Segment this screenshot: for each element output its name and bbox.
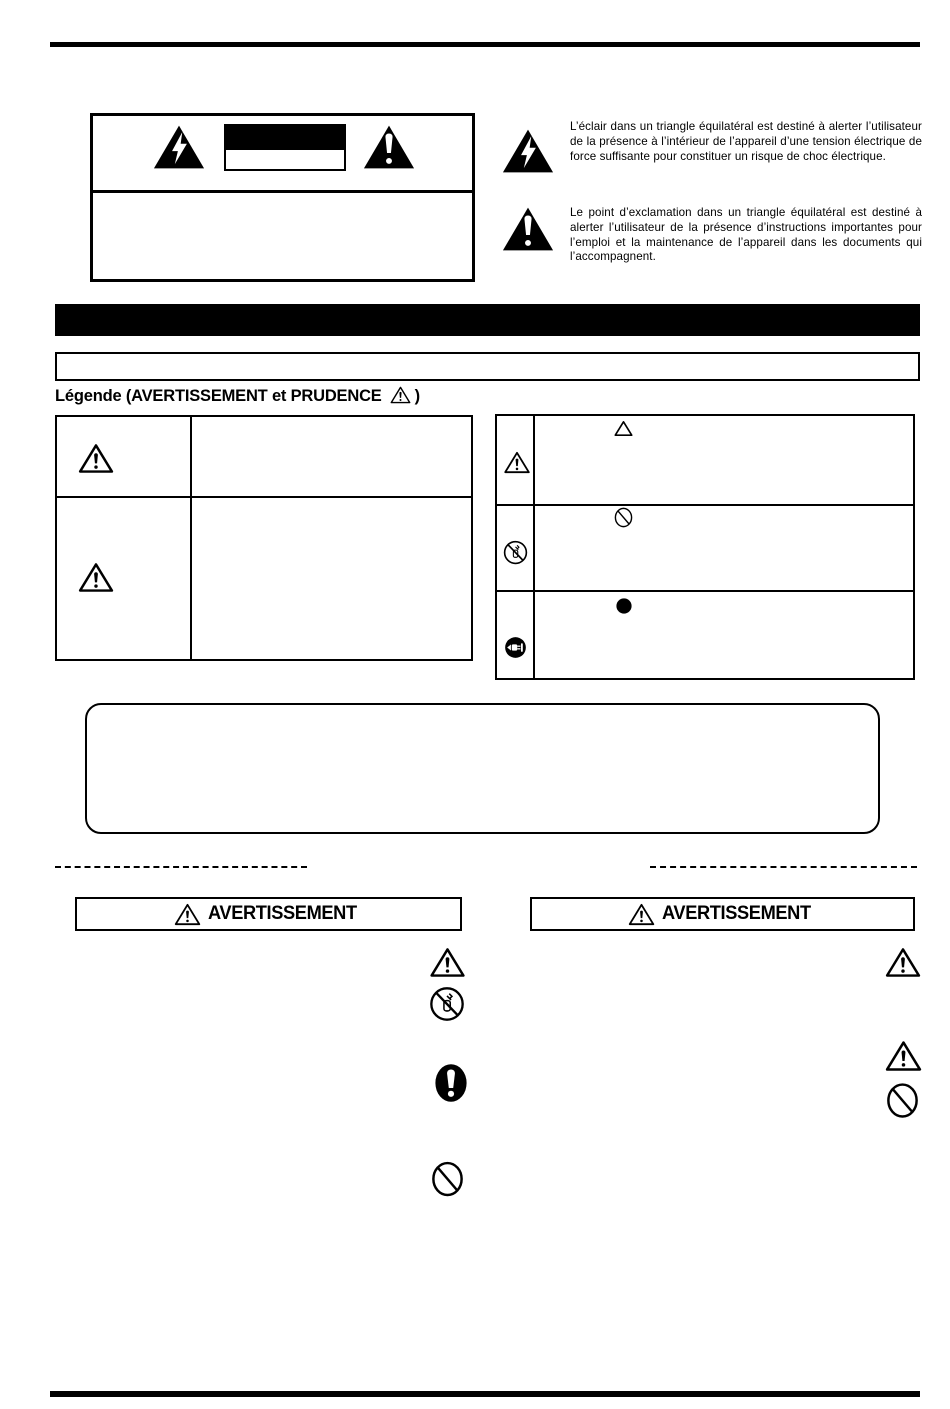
- warning-triangle-icon: [884, 947, 922, 978]
- title-banner: [55, 304, 920, 336]
- dashed-separator-right: [650, 866, 917, 868]
- caution-word-stack: [224, 124, 346, 171]
- warning-caution-table: [55, 415, 473, 661]
- no-disassemble-icon: [429, 986, 465, 1022]
- table-row-divider: [497, 590, 913, 592]
- lightning-bolt-triangle-icon: [153, 124, 205, 170]
- exclamation-triangle-icon: [502, 205, 554, 253]
- warning-triangle-icon: [77, 562, 115, 593]
- top-rule: [50, 42, 920, 47]
- warning-triangle-icon: [77, 443, 115, 474]
- lightning-bolt-triangle-icon: [502, 128, 554, 174]
- warning-triangle-icon: [885, 1040, 922, 1072]
- caution-word-bar: [224, 124, 346, 148]
- caution-label-box: [90, 113, 475, 282]
- warning-triangle-icon: [503, 451, 531, 474]
- filled-circle-icon: [616, 598, 632, 614]
- warning-triangle-icon: [390, 386, 411, 404]
- warning-header-left: [75, 897, 462, 931]
- triangle-outline-icon: [614, 420, 633, 437]
- legend-heading-text: Légende (AVERTISSEMENT et PRUDENCE: [55, 386, 382, 405]
- legend-heading: [55, 386, 420, 406]
- table-row-divider: [497, 504, 913, 506]
- caution-label-top-row: [93, 116, 472, 193]
- exclamation-explanation-text: Le point d’exclamation dans un triangle équilatéral est destiné à alerter l’utilisateur de la présence d’instructions importantes pour l’emploi et la maintenance de l’appareil dans les documents qui l’accompagnent.: [570, 206, 922, 264]
- prohibition-icon: [886, 1082, 919, 1119]
- table-row-divider: [57, 496, 471, 498]
- unplug-icon: [504, 636, 527, 659]
- prohibition-icon: [431, 1160, 464, 1198]
- bottom-rule: [50, 1391, 920, 1397]
- warning-header-label: AVERTISSEMENT: [662, 903, 811, 924]
- dashed-separator-left: [55, 866, 307, 868]
- caution-label-bottom-row: [93, 193, 472, 282]
- legend-heading-suffix: ): [414, 386, 420, 405]
- exclamation-triangle-icon: [363, 124, 415, 170]
- warning-triangle-icon: [628, 903, 655, 926]
- mandatory-action-icon: [434, 1063, 468, 1103]
- no-disassemble-icon: [503, 540, 528, 565]
- warning-header-label: AVERTISSEMENT: [208, 903, 357, 924]
- warning-triangle-icon: [174, 903, 201, 926]
- notice-box: [85, 703, 880, 834]
- shock-warning-box: [224, 148, 346, 171]
- lightning-explanation-text: L’éclair dans un triangle équilatéral est destiné à alerter l’utilisateur de la présence à l’intérieur de l’appareil d’une tension électrique de force suffisante pour constituer un risque de choc électrique.: [570, 120, 922, 163]
- warning-header-right: [530, 897, 915, 931]
- prohibition-icon: [614, 507, 633, 528]
- subtitle-box: [55, 352, 920, 381]
- table-column-divider: [533, 416, 535, 678]
- action-symbols-table: [495, 414, 915, 680]
- table-column-divider: [190, 417, 192, 659]
- warning-triangle-icon: [428, 947, 467, 978]
